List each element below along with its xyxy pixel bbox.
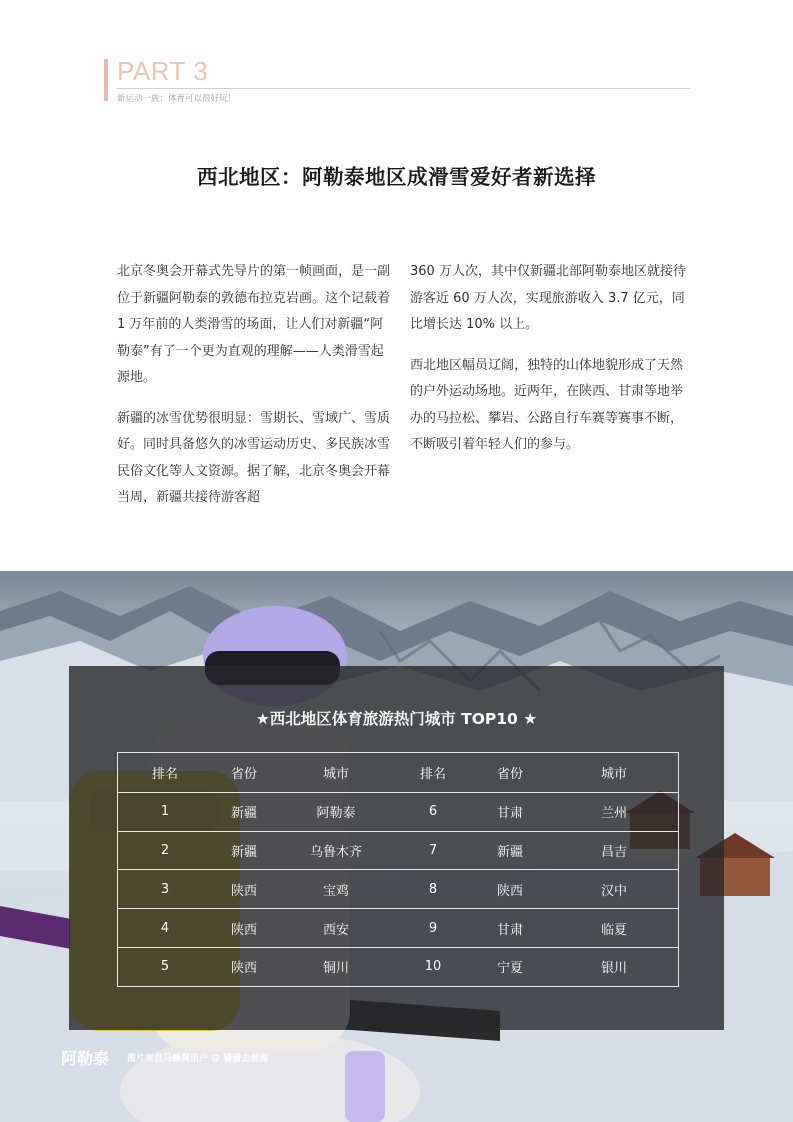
table-cell: 新疆 xyxy=(230,844,257,860)
table-cell: 6 xyxy=(428,804,438,820)
table-cell: 陕西 xyxy=(230,961,257,977)
table-cell: 陕西 xyxy=(230,883,257,899)
table-cell: 铜川 xyxy=(322,961,349,977)
body-column-right xyxy=(410,259,686,473)
table-cell: 陕西 xyxy=(230,922,257,938)
table-cell: 1 xyxy=(160,804,170,820)
body-column-left xyxy=(117,259,393,526)
header-cell: 省份 xyxy=(230,766,257,782)
table-cell: 2 xyxy=(160,842,170,858)
table-cell: 甘肃 xyxy=(496,806,523,822)
table-cell: 7 xyxy=(428,842,438,858)
header-cell: 排名 xyxy=(419,766,446,782)
table-header-row xyxy=(118,753,678,792)
table-cell: 银川 xyxy=(600,961,627,977)
table-cell: 新疆 xyxy=(230,806,257,822)
table-cell: 宝鸡 xyxy=(322,883,349,899)
header-cell: 排名 xyxy=(151,766,178,782)
header-cell: 城市 xyxy=(322,766,349,782)
header-cell: 省份 xyxy=(496,766,523,782)
header-divider xyxy=(117,88,690,89)
table-cell: 甘肃 xyxy=(496,922,523,938)
table-cell: 兰州 xyxy=(600,806,627,822)
table-row xyxy=(118,869,678,908)
table-cell: 4 xyxy=(160,920,170,936)
part-accent-bar xyxy=(104,59,108,101)
table-cell: 乌鲁木齐 xyxy=(309,844,362,860)
table-cell: 5 xyxy=(160,959,170,975)
ranking-table xyxy=(117,752,679,987)
table-row xyxy=(118,792,678,831)
paragraph: 西北地区幅员辽阔，独特的山体地貌形成了天然的户外运动场地。近两年，在陕西、甘肃等地举办的马拉松、攀岩、公路自行车赛等赛事不断，不断吸引着年轻人们的参与。 xyxy=(410,357,684,452)
article-headline: 西北地区：阿勒泰地区成滑雪爱好者新选择 xyxy=(197,165,596,189)
table-cell: 临夏 xyxy=(600,922,627,938)
table-row xyxy=(118,831,678,870)
part-subtitle: 新运动一族：体育可以很好玩！ xyxy=(117,94,237,104)
table-cell: 宁夏 xyxy=(496,961,523,977)
table-cell: 10 xyxy=(424,959,442,975)
table-cell: 3 xyxy=(160,881,170,897)
ranking-title: ★西北地区体育旅游热门城市 TOP10 ★ xyxy=(255,710,538,728)
paragraph: 北京冬奥会开幕式先导片的第一帧画面，是一副位于新疆阿勒泰的敦德布拉克岩画。这个记载着 1 万年前的人类滑雪的场面，让人们对新疆“阿勒泰”有了一个更为直观的理解——人类滑雪起源地。 xyxy=(117,264,391,385)
table-cell: 陕西 xyxy=(496,883,523,899)
photo-credit: 图片来自马蜂窝用户 @ 骑猎去看海 xyxy=(127,1054,269,1064)
paragraph: 新疆的冰雪优势很明显：雪期长、雪域广、雪质好。同时具备悠久的冰雪运动历史、多民族冰雪民俗文化等人文资源。据了解，北京冬奥会开幕当周，新疆共接待游客超 xyxy=(117,410,391,505)
table-row xyxy=(118,908,678,947)
table-row xyxy=(118,947,678,986)
table-cell: 西安 xyxy=(322,922,349,938)
table-cell: 阿勒泰 xyxy=(316,806,356,822)
table-cell: 新疆 xyxy=(496,844,523,860)
header-cell: 城市 xyxy=(600,766,627,782)
table-cell: 9 xyxy=(428,920,438,936)
table-cell: 昌吉 xyxy=(600,844,627,860)
part-title: PART 3 xyxy=(117,56,209,86)
table-cell: 汉中 xyxy=(600,883,627,899)
photo-location-caption: 阿勒泰 xyxy=(61,1049,110,1068)
paragraph: 360 万人次，其中仅新疆北部阿勒泰地区就接待游客近 60 万人次，实现旅游收入 3.7 亿元，同比增长达 10% 以上。 xyxy=(410,264,686,332)
table-cell: 8 xyxy=(428,881,438,897)
